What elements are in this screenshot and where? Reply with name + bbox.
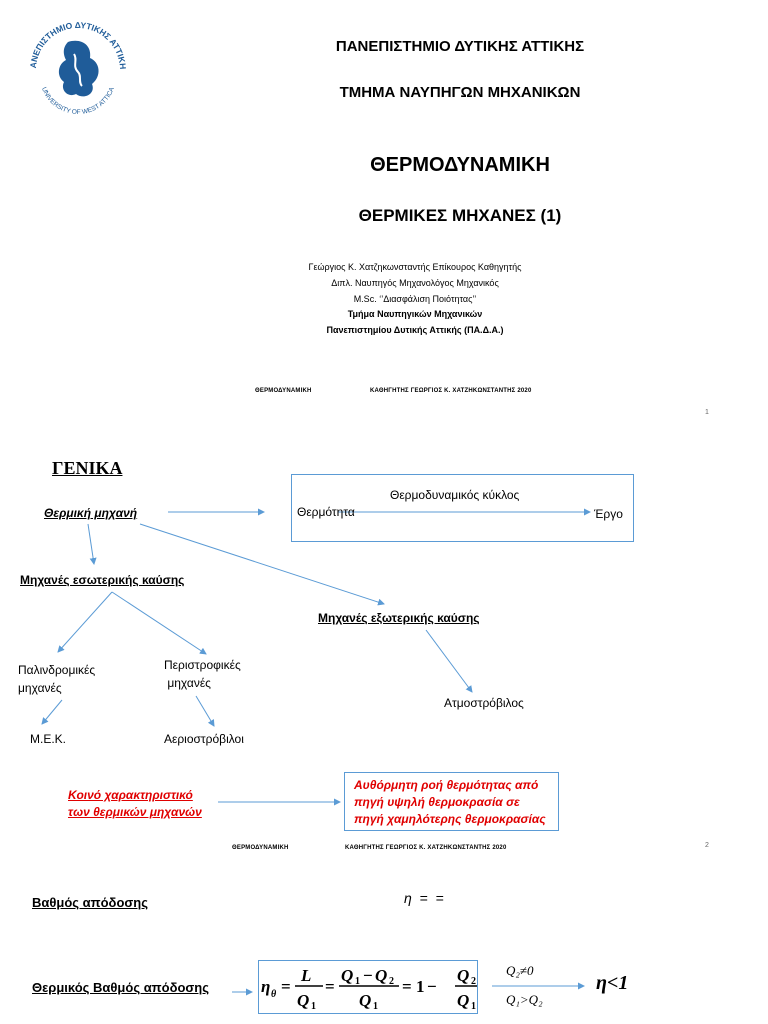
svg-text:Q: Q [359,991,372,1010]
author-department: Τμήμα Ναυπηγικών Μηχανικών [347,309,483,319]
topic-title: ΘΕΡΜΙΚΕΣ ΜΗΧΑΝΕΣ (1) [358,206,562,225]
reciprocating-label-1: Παλινδρομικές [18,663,96,677]
svg-text:−: − [363,966,373,985]
svg-text:−: − [427,977,437,996]
heat-flow-line-2: πηγή υψηλή θερμοκρασία σε [354,795,520,809]
cycle-label: Θερμοδυναμικός κύκλος [390,488,520,502]
svg-text:1: 1 [416,977,425,996]
svg-text:L: L [301,966,312,985]
svg-text:1: 1 [355,976,360,987]
logo-text-top: ΑΝΕΠΙΣΤΗΜΙΟ ΔΥΤΙΚΗΣ ΑΤΤΙΚΗ [27,19,129,70]
page-number-2: 2 [705,842,709,849]
svg-text:1: 1 [471,1001,476,1012]
svg-text:2: 2 [389,976,394,987]
section-heading: ΓΕΝΙΚΑ [52,458,123,478]
course-title: ΘΕΡΜΟΔΥΝΑΜΙΚΗ [370,154,550,176]
external-combustion-label: Μηχανές εξωτερικής καύσης [318,611,480,625]
arrow-to-gas-turbines [196,696,214,726]
condition-q2-nonzero: Q₂≠0 [506,963,534,978]
arrow-to-rotary [112,592,206,654]
heat-flow-box [344,772,559,831]
svg-text:Q: Q [297,991,310,1010]
author-name: Γεώργιος Κ. Χατζηκωνσταντής Επίκουρος Καθηγητής [308,262,522,272]
work-label: Έργο [594,507,623,521]
footer-course-2: ΘΕΡΜΟΔΥΝΑΜΙΚΗ [232,845,289,851]
reciprocating-label-2: μηχανές [18,681,62,695]
rotary-label-1: Περιστροφικές [164,658,241,672]
efficiency-formula-graphic [259,961,477,1013]
svg-text:2: 2 [471,976,476,987]
university-name: ΠΑΝΕΠΙΣΤΗΜΙΟ ΔΥΤΙΚΗΣ ΑΤΤΙΚΗΣ [335,38,585,55]
svg-text:Q: Q [375,966,388,985]
arrow-to-steam-turbine [426,630,472,692]
logo-text-bottom: UNIVERSITY OF WEST ATTICA [40,86,116,117]
common-feature-line-2: των θερμικών μηχανών [68,805,202,819]
author-msc: M.Sc. ‘’Διασφάλιση Ποιότητας’’ [353,294,477,304]
svg-text:1: 1 [311,1001,316,1012]
heat-engine-label: Θερμική μηχανή [44,506,138,520]
heat-flow-line-1: Αυθόρμητη ροή θερμότητας από [354,778,539,792]
footer-course-1: ΘΕΡΜΟΔΥΝΑΜΙΚΗ [255,388,312,394]
gas-turbines-label: Αεριοστρόβιλοι [164,732,244,746]
svg-text:η: η [261,977,271,996]
thermodynamic-cycle-box [291,474,634,542]
svg-text:θ: θ [271,989,277,1000]
svg-text:=: = [281,977,291,996]
arrow-to-reciprocating [58,592,112,652]
footer-professor-2: ΚΑΘΗΓΗΤΗΣ ΓΕΩΡΓΙΟΣ Κ. ΧΑΤΖΗΚΩΝΣΤΑΝΤΗΣ 2020 [345,845,507,851]
internal-combustion-label: Μηχανές εσωτερικής καύσης [20,573,185,587]
svg-text:1: 1 [373,1001,378,1012]
heat-flow-line-3: πηγή χαμηλότερης θερμοκρασίας [354,812,546,826]
mek-label: Μ.Ε.Κ. [30,732,67,746]
steam-turbine-label: Ατμοστρόβιλος [444,696,524,710]
common-feature-line-1: Κοινό χαρακτηριστικό [68,788,193,802]
thermal-efficiency-label: Θερμικός Βαθμός απόδοσης [32,980,209,995]
author-degree: Διπλ. Ναυπηγός Μηχανολόγος Μηχανικός [331,278,499,288]
author-university: Πανεπιστημίου Δυτικής Αττικής (ΠΑ.Δ.Α.) [326,325,504,335]
efficiency-equation: η = = [404,890,444,906]
svg-text:Q: Q [457,991,470,1010]
arrow-to-mek [42,700,62,724]
heat-label: Θερμότητα [297,505,355,519]
page-number-1: 1 [705,409,709,416]
efficiency-result: η<1 [596,972,629,994]
department-name: ΤΜΗΜΑ ΝΑΥΠΗΓΩΝ ΜΗΧΑΝΙΚΩΝ [339,84,581,101]
svg-text:=: = [325,977,335,996]
rotary-label-2: μηχανές [164,676,211,690]
svg-text:Q: Q [457,966,470,985]
arrow-to-internal [88,524,94,564]
svg-text:=: = [402,977,412,996]
svg-text:Q: Q [341,966,354,985]
thermal-efficiency-equation [258,960,478,1014]
footer-professor-1: ΚΑΘΗΓΗΤΗΣ ΓΕΩΡΓΙΟΣ Κ. ΧΑΤΖΗΚΩΝΣΤΑΝΤΗΣ 2020 [370,388,532,394]
condition-q1-greater: Q₁>Q₂ [506,992,543,1007]
efficiency-label: Βαθμός απόδοσης [32,895,148,910]
